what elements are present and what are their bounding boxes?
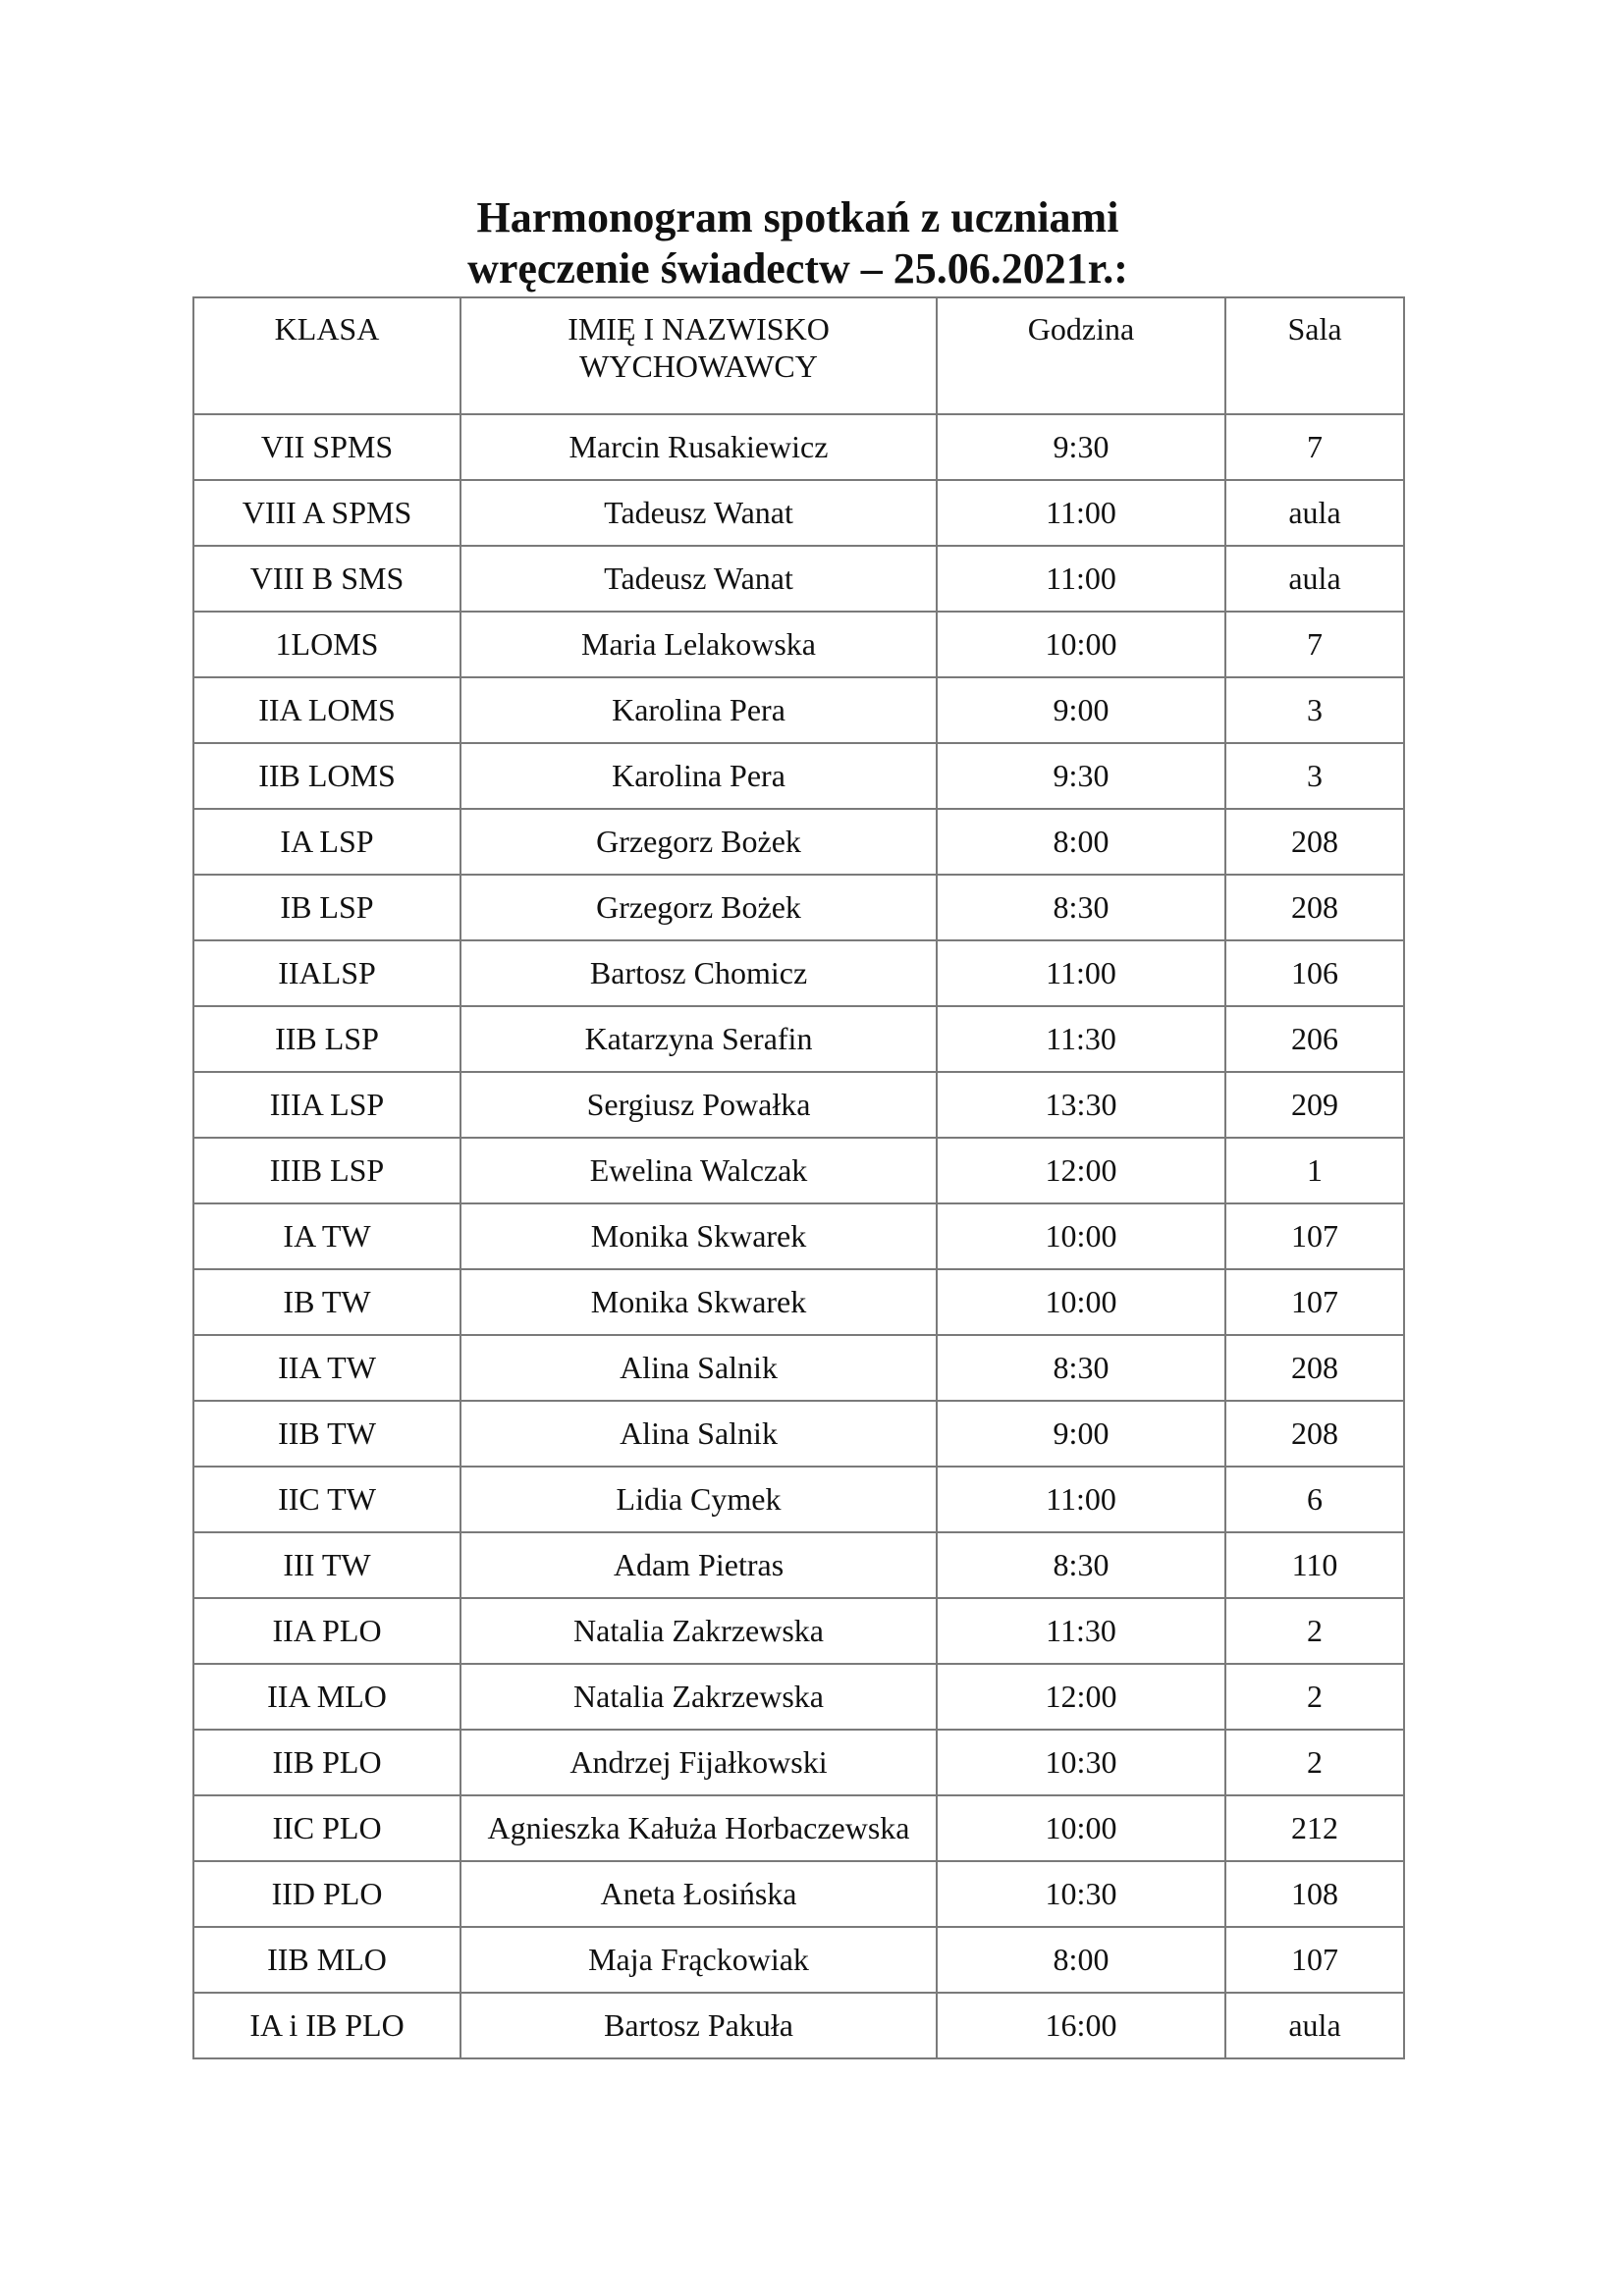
cell-godzina: 8:30	[937, 1532, 1225, 1598]
cell-wychowawca: Sergiusz Powałka	[460, 1072, 937, 1138]
table-row	[193, 1927, 1404, 1993]
table-row	[193, 1269, 1404, 1335]
cell-wychowawca: Monika Skwarek	[460, 1269, 937, 1335]
cell-sala: 107	[1225, 1203, 1404, 1269]
cell-godzina: 10:30	[937, 1861, 1225, 1927]
table-row	[193, 1006, 1404, 1072]
table-row	[193, 1664, 1404, 1730]
cell-klasa: IA LSP	[193, 809, 460, 875]
cell-sala: 2	[1225, 1730, 1404, 1795]
cell-klasa: VIII B SMS	[193, 546, 460, 612]
cell-sala: 7	[1225, 612, 1404, 677]
cell-godzina: 8:30	[937, 875, 1225, 940]
cell-klasa: IIC PLO	[193, 1795, 460, 1861]
cell-klasa: IB TW	[193, 1269, 460, 1335]
cell-godzina: 11:00	[937, 940, 1225, 1006]
cell-sala: 7	[1225, 414, 1404, 480]
cell-klasa: IIB LSP	[193, 1006, 460, 1072]
table-row	[193, 1795, 1404, 1861]
table-row	[193, 480, 1404, 546]
cell-godzina: 8:30	[937, 1335, 1225, 1401]
table-row	[193, 1203, 1404, 1269]
cell-sala: 3	[1225, 743, 1404, 809]
cell-sala: 108	[1225, 1861, 1404, 1927]
cell-klasa: IA i IB PLO	[193, 1993, 460, 2058]
header-godzina: Godzina	[937, 297, 1225, 414]
cell-sala: 209	[1225, 1072, 1404, 1138]
cell-sala: 3	[1225, 677, 1404, 743]
cell-wychowawca: Alina Salnik	[460, 1401, 937, 1467]
table-row	[193, 1993, 1404, 2058]
table-row	[193, 1598, 1404, 1664]
cell-godzina: 9:00	[937, 1401, 1225, 1467]
cell-wychowawca: Monika Skwarek	[460, 1203, 937, 1269]
table-header-row	[193, 297, 1404, 414]
schedule-table-body	[193, 414, 1404, 2058]
cell-sala: aula	[1225, 480, 1404, 546]
cell-klasa: IIA TW	[193, 1335, 460, 1401]
cell-wychowawca: Karolina Pera	[460, 677, 937, 743]
cell-sala: 206	[1225, 1006, 1404, 1072]
cell-wychowawca: Marcin Rusakiewicz	[460, 414, 937, 480]
cell-godzina: 12:00	[937, 1664, 1225, 1730]
cell-klasa: 1LOMS	[193, 612, 460, 677]
cell-godzina: 10:00	[937, 1203, 1225, 1269]
cell-wychowawca: Natalia Zakrzewska	[460, 1664, 937, 1730]
cell-godzina: 12:00	[937, 1138, 1225, 1203]
cell-sala: 212	[1225, 1795, 1404, 1861]
table-row	[193, 546, 1404, 612]
table-row	[193, 1532, 1404, 1598]
table-row	[193, 1138, 1404, 1203]
header-sala: Sala	[1225, 297, 1404, 414]
cell-godzina: 11:30	[937, 1006, 1225, 1072]
cell-klasa: IIA MLO	[193, 1664, 460, 1730]
cell-wychowawca: Lidia Cymek	[460, 1467, 937, 1532]
cell-godzina: 11:00	[937, 1467, 1225, 1532]
cell-klasa: IA TW	[193, 1203, 460, 1269]
table-row	[193, 809, 1404, 875]
table-row	[193, 612, 1404, 677]
header-wychowawca-line-1: IMIĘ I NAZWISKO	[568, 311, 830, 347]
cell-klasa: IIB LOMS	[193, 743, 460, 809]
cell-wychowawca: Maria Lelakowska	[460, 612, 937, 677]
cell-godzina: 10:00	[937, 612, 1225, 677]
cell-wychowawca: Bartosz Chomicz	[460, 940, 937, 1006]
table-row	[193, 1335, 1404, 1401]
cell-sala: aula	[1225, 546, 1404, 612]
header-wychowawca	[460, 297, 937, 414]
cell-godzina: 8:00	[937, 1927, 1225, 1993]
cell-klasa: III TW	[193, 1532, 460, 1598]
table-row	[193, 677, 1404, 743]
table-row	[193, 1730, 1404, 1795]
cell-wychowawca: Karolina Pera	[460, 743, 937, 809]
cell-godzina: 9:30	[937, 743, 1225, 809]
table-row	[193, 743, 1404, 809]
cell-klasa: VIII A SPMS	[193, 480, 460, 546]
cell-sala: aula	[1225, 1993, 1404, 2058]
page-title	[192, 192, 1403, 294]
table-row	[193, 940, 1404, 1006]
cell-sala: 208	[1225, 875, 1404, 940]
table-row	[193, 875, 1404, 940]
table-row	[193, 414, 1404, 480]
cell-klasa: IIIA LSP	[193, 1072, 460, 1138]
schedule-table	[192, 296, 1405, 2059]
cell-godzina: 8:00	[937, 809, 1225, 875]
header-klasa: KLASA	[193, 297, 460, 414]
cell-wychowawca: Bartosz Pakuła	[460, 1993, 937, 2058]
page-title-line-2: wręczenie świadectw – 25.06.2021r.:	[467, 244, 1128, 293]
cell-klasa: IIIB LSP	[193, 1138, 460, 1203]
table-row	[193, 1467, 1404, 1532]
cell-wychowawca: Natalia Zakrzewska	[460, 1598, 937, 1664]
cell-wychowawca: Katarzyna Serafin	[460, 1006, 937, 1072]
cell-klasa: IIB MLO	[193, 1927, 460, 1993]
table-row	[193, 1401, 1404, 1467]
page-title-line-1: Harmonogram spotkań z uczniami	[476, 193, 1119, 241]
cell-klasa: IIB PLO	[193, 1730, 460, 1795]
cell-godzina: 10:30	[937, 1730, 1225, 1795]
cell-klasa: IIC TW	[193, 1467, 460, 1532]
cell-klasa: VII SPMS	[193, 414, 460, 480]
cell-klasa: IIB TW	[193, 1401, 460, 1467]
cell-sala: 208	[1225, 1335, 1404, 1401]
cell-wychowawca: Aneta Łosińska	[460, 1861, 937, 1927]
cell-wychowawca: Agnieszka Kałuża Horbaczewska	[460, 1795, 937, 1861]
table-row	[193, 1072, 1404, 1138]
cell-wychowawca: Ewelina Walczak	[460, 1138, 937, 1203]
cell-sala: 106	[1225, 940, 1404, 1006]
cell-godzina: 16:00	[937, 1993, 1225, 2058]
cell-sala: 208	[1225, 809, 1404, 875]
cell-wychowawca: Grzegorz Bożek	[460, 875, 937, 940]
cell-klasa: IIA LOMS	[193, 677, 460, 743]
cell-godzina: 9:30	[937, 414, 1225, 480]
cell-sala: 208	[1225, 1401, 1404, 1467]
cell-wychowawca: Alina Salnik	[460, 1335, 937, 1401]
table-row	[193, 1861, 1404, 1927]
cell-klasa: IIALSP	[193, 940, 460, 1006]
cell-godzina: 13:30	[937, 1072, 1225, 1138]
cell-klasa: IB LSP	[193, 875, 460, 940]
cell-sala: 110	[1225, 1532, 1404, 1598]
cell-wychowawca: Tadeusz Wanat	[460, 480, 937, 546]
cell-sala: 2	[1225, 1664, 1404, 1730]
cell-sala: 107	[1225, 1269, 1404, 1335]
cell-sala: 1	[1225, 1138, 1404, 1203]
cell-godzina: 11:00	[937, 546, 1225, 612]
cell-sala: 107	[1225, 1927, 1404, 1993]
cell-godzina: 10:00	[937, 1795, 1225, 1861]
cell-sala: 6	[1225, 1467, 1404, 1532]
cell-klasa: IIA PLO	[193, 1598, 460, 1664]
cell-wychowawca: Maja Frąckowiak	[460, 1927, 937, 1993]
cell-wychowawca: Andrzej Fijałkowski	[460, 1730, 937, 1795]
cell-wychowawca: Tadeusz Wanat	[460, 546, 937, 612]
cell-wychowawca: Grzegorz Bożek	[460, 809, 937, 875]
cell-klasa: IID PLO	[193, 1861, 460, 1927]
cell-godzina: 10:00	[937, 1269, 1225, 1335]
cell-sala: 2	[1225, 1598, 1404, 1664]
cell-godzina: 11:30	[937, 1598, 1225, 1664]
header-wychowawca-line-2: WYCHOWAWCY	[579, 348, 818, 384]
cell-wychowawca: Adam Pietras	[460, 1532, 937, 1598]
cell-godzina: 11:00	[937, 480, 1225, 546]
cell-godzina: 9:00	[937, 677, 1225, 743]
